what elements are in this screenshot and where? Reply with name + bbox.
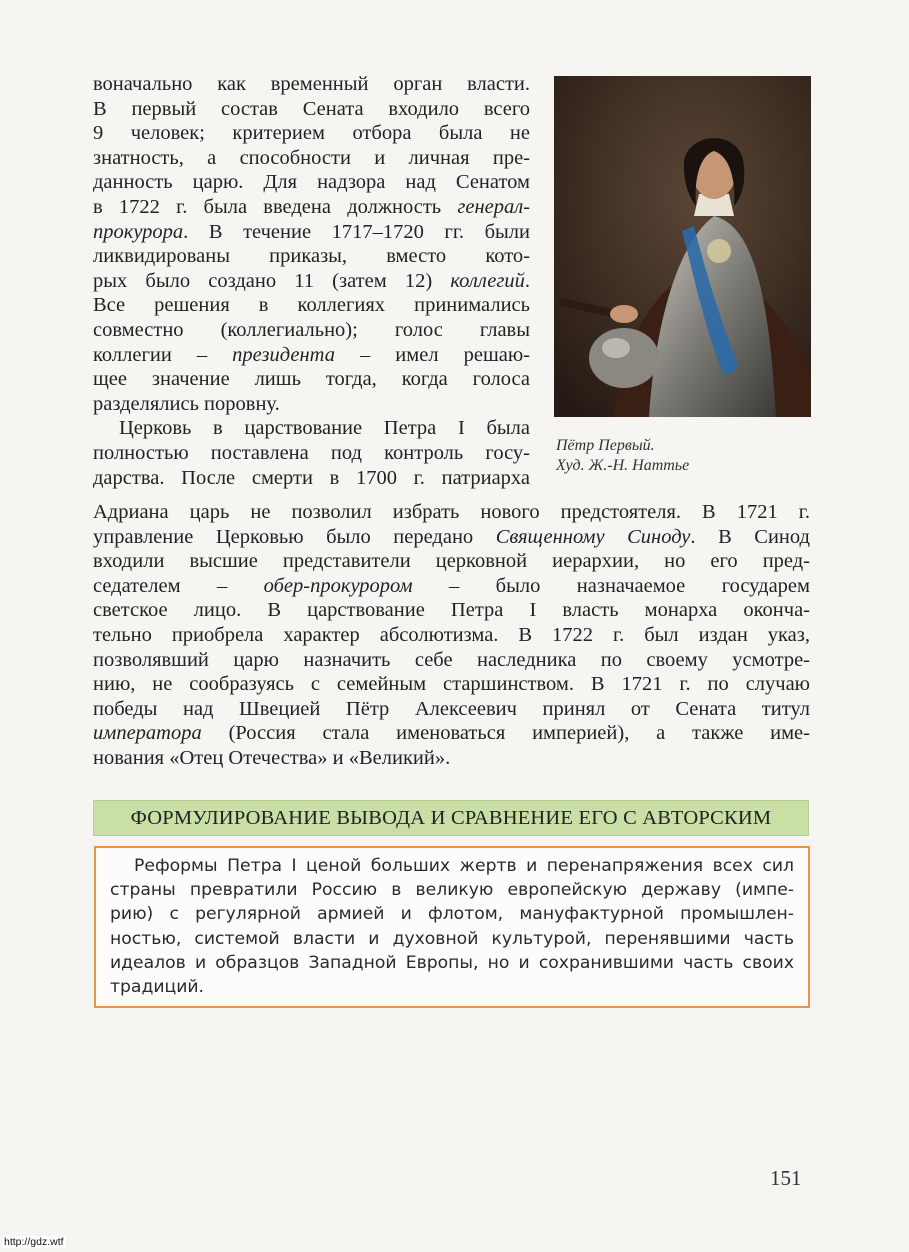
body-text-top [93, 72, 530, 490]
text-line: Церковь в царствование Петра I была [119, 417, 530, 440]
text-line: Адриана царь не позволил избрать нового предстоятеля. В 1721 г. [93, 501, 810, 523]
text-line: Все решения в коллегиях принимались [93, 294, 530, 317]
portrait-peter-the-great [554, 76, 811, 417]
body-text-bottom [93, 500, 810, 771]
text-line: седателем – обер-прокурором – было назначаемое государем [93, 574, 810, 597]
emphasis-term: Священному Синоду [495, 525, 691, 548]
text-line: страны превратили Россию в великую европейскую державу (импе- [110, 880, 794, 901]
text-line: рию) с регулярной армией и флотом, мануфактурной промышлен- [110, 904, 794, 925]
text-line: ликвидированы приказы, вместо кото- [93, 245, 530, 268]
text-line: в 1722 г. была введена должность генерал- [93, 195, 530, 218]
text-line: нования «Отец Отечества» и «Великий». [93, 746, 451, 769]
page-number: 151 [770, 1166, 802, 1190]
text-line: тельно приобрела характер абсолютизма. В 1722 г. был издан указ, [93, 623, 810, 646]
text-line: воначально как временный орган власти. [93, 73, 530, 95]
text-line: дарства. После смерти в 1700 г. патриарха [93, 466, 530, 489]
text-line: позволявший царю назначить себе наследника по своему усмотре- [93, 648, 810, 671]
emphasis-term: обер-прокурором [263, 574, 413, 597]
text-line: разделялись поровну. [93, 392, 280, 415]
text-line: прокурора. В течение 1717–1720 гг. были [93, 220, 530, 243]
emphasis-term: коллегий [450, 269, 525, 292]
text-line: данность царю. Для надзора над Сенатом [93, 171, 530, 194]
portrait-caption [554, 436, 811, 476]
text-line: светское лицо. В царствование Петра I власть монарха оконча- [93, 599, 810, 622]
emphasis-term: президента [232, 343, 335, 366]
text-line: знатность, а способности и личная пре- [93, 146, 530, 169]
section-header: ФОРМУЛИРОВАНИЕ ВЫВОДА И СРАВНЕНИЕ ЕГО С АВТОРСКИМ [93, 800, 809, 836]
portrait-image [554, 76, 811, 417]
emphasis-term: генерал- [457, 195, 530, 218]
text-line: коллегии – президента – имел решаю- [93, 343, 531, 366]
caption-title: Пётр Первый. [556, 437, 655, 454]
watermark-link[interactable]: http://gdz.wtf [4, 1236, 64, 1248]
text-line: входили высшие представители церковной иерархии, но его пред- [93, 550, 810, 573]
text-line: идеалов и образцов Западной Европы, но и сохранившими часть своих [110, 952, 794, 973]
caption-artist: Худ. Ж.-Н. Наттье [556, 457, 690, 474]
text-line: традиций. [110, 977, 205, 998]
text-line: 9 человек; критерием отбора была не [93, 122, 530, 145]
conclusion-box [94, 846, 810, 1008]
text-line: нию, не сообразуясь с семейным старшинством. В 1721 г. по случаю [93, 673, 810, 696]
text-line: победы над Швецией Пётр Алексеевич принял от Сената титул [93, 697, 810, 720]
text-line: Реформы Петра I ценой больших жертв и перенапряжения всех сил [134, 856, 794, 876]
text-line: управление Церковью было передано Священному Синоду. В Синод [93, 525, 810, 548]
text-line: рых было создано 11 (затем 12) коллегий. [93, 269, 530, 292]
emphasis-term: императора [93, 722, 202, 745]
text-line: ностью, системой власти и духовной культурой, перенявшими часть [110, 928, 794, 949]
emphasis-term: прокурора [93, 220, 184, 243]
text-line: В первый состав Сената входило всего [93, 97, 530, 120]
text-line: совместно (коллегиально); голос главы [93, 318, 530, 341]
text-line: императора (Россия стала именоваться империей), а также име- [93, 722, 810, 745]
text-line: полностью поставлена под контроль госу- [93, 441, 530, 464]
text-line: щее значение лишь тогда, когда голоса [93, 368, 530, 391]
